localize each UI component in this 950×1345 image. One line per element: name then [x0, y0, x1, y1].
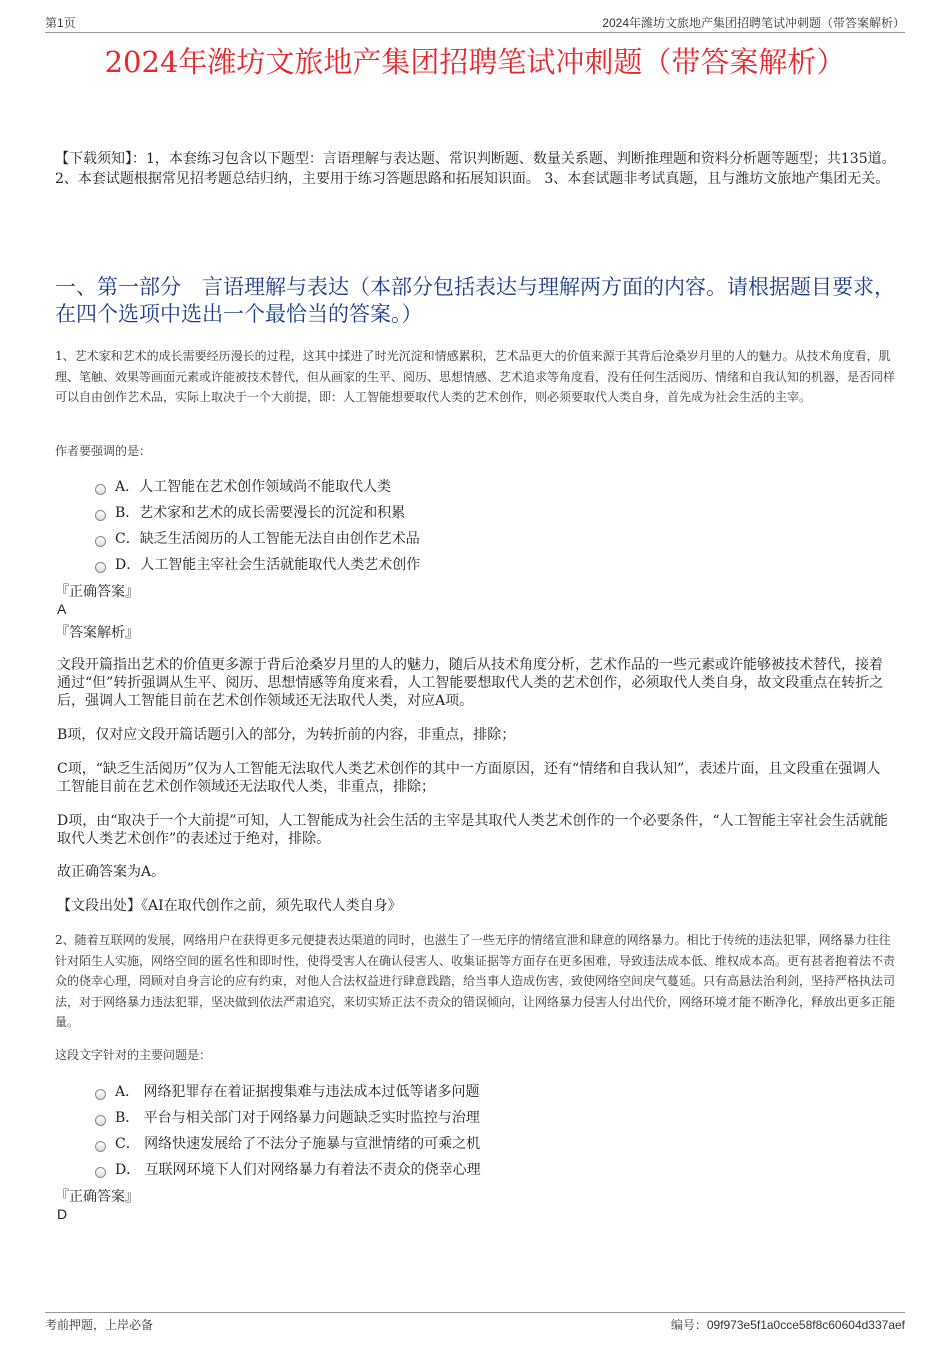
- analysis-paragraph: 故正确答案为A。: [57, 864, 166, 880]
- option-label: D．人工智能主宰社会生活就能取代人类艺术创作: [115, 557, 421, 573]
- correct-answer-label: 『正确答案』: [55, 1189, 139, 1205]
- page-header: [45, 14, 905, 33]
- section-heading: 一、第一部分 言语理解与表达（本部分包括表达与理解两方面的内容。请根据题目要求，在四个选项中选出一个最恰当的答案。）: [55, 275, 895, 326]
- option-a[interactable]: [95, 1078, 481, 1104]
- radio-icon[interactable]: [95, 484, 106, 495]
- option-b[interactable]: [95, 499, 420, 525]
- radio-icon[interactable]: [95, 1115, 106, 1126]
- download-notice: 【下载须知】：1，本套练习包含以下题型：言语理解与表达题、常识判断题、数量关系题、判断推理题和资料分析题等题型；共135道。 2、本套试题根据常见招考题总结归纳，主要用于练习答题思路和拓展知识面。 3、本套试题非考试真题，且与潍坊文旅地产集团无关。: [55, 151, 896, 187]
- question-2-prompt: 这段文字针对的主要问题是：: [55, 1048, 212, 1062]
- option-label: A．人工智能在艺术创作领域尚不能取代人类: [115, 479, 392, 495]
- radio-icon[interactable]: [95, 1089, 106, 1100]
- analysis-paragraph: D项，由“取决于一个大前提”可知，人工智能成为社会生活的主宰是其取代人类艺术创作的一个必要条件，“人工智能主宰社会生活就能取代人类艺术创作”的表述过于绝对，排除。: [57, 813, 888, 847]
- question-1-passage: 1、艺术家和艺术的成长需要经历漫长的过程，这其中揉进了时光沉淀和情感累积，艺术品更大的价值来源于其背后沧桑岁月里的人的魅力。从技术角度看，肌理、笔触、效果等画面元素或许能被技术替代，但从画家的生平、阅历、思想情感、艺术追求等角度看，没有任何生活阅历、情绪和自我认知的机器，是否同样可以自由创作艺术品，实际上取决于一个大前提，即：人工智能想要取代人类的艺术创作，则必须要取代人类自身，首先成为社会生活的主宰。: [55, 349, 896, 404]
- option-label: C． 网络快速发展给了不法分子施暴与宣泄情绪的可乘之机: [115, 1136, 481, 1152]
- option-label: D． 互联网环境下人们对网络暴力有着法不责众的侥幸心理: [115, 1162, 481, 1178]
- header-title: 2024年潍坊文旅地产集团招聘笔试冲刺题（带答案解析）: [602, 16, 905, 30]
- option-label: C．缺乏生活阅历的人工智能无法自由创作艺术品: [115, 531, 420, 547]
- radio-icon[interactable]: [95, 510, 106, 521]
- option-label: B．艺术家和艺术的成长需要漫长的沉淀和积累: [115, 505, 406, 521]
- option-label: A． 网络犯罪存在着证据搜集难与违法成本过低等诸多问题: [115, 1084, 480, 1100]
- option-d[interactable]: [95, 551, 420, 577]
- question-2-options: [95, 1078, 481, 1182]
- question-1-options: [95, 473, 420, 577]
- source-citation: 【文段出处】《AI在取代创作之前，须先取代人类自身》: [57, 898, 402, 914]
- option-c[interactable]: [95, 1130, 481, 1156]
- correct-answer: A: [57, 601, 67, 617]
- analysis-paragraph: C项，“缺乏生活阅历”仅为人工智能无法取代人类艺术创作的其中一方面原因，还有“情绪和自我认知”，表述片面，且文段重在强调人工智能目前在艺术创作领域还无法取代人类，非重点，排除；: [57, 761, 881, 795]
- analysis-label: 『答案解析』: [55, 625, 139, 641]
- option-b[interactable]: [95, 1104, 481, 1130]
- document-title: 2024年潍坊文旅地产集团招聘笔试冲刺题（带答案解析）: [104, 45, 846, 79]
- radio-icon[interactable]: [95, 536, 106, 547]
- analysis-paragraph: B项，仅对应文段开篇话题引入的部分，为转折前的内容，非重点，排除；: [57, 727, 516, 743]
- footer-slogan: 考前押题，上岸必备: [45, 1318, 154, 1332]
- option-label: B． 平台与相关部门对于网络暴力问题缺乏实时监控与治理: [115, 1110, 480, 1126]
- radio-icon[interactable]: [95, 1141, 106, 1152]
- radio-icon[interactable]: [95, 562, 106, 573]
- page-footer: [45, 1312, 905, 1333]
- document-code: 编号：09f973e5f1a0cce58f8c60604d337aef: [670, 1318, 905, 1332]
- correct-answer: D: [57, 1206, 68, 1222]
- option-c[interactable]: [95, 525, 420, 551]
- analysis-paragraph: 文段开篇指出艺术的价值更多源于背后沧桑岁月里的人的魅力，随后从技术角度分析，艺术作品的一些元素或许能够被技术替代，接着通过“但”转折强调从生平、阅历、思想情感等角度来看，人工智能要想取代人类的艺术创作，必须取代人类自身，故文段重点在转折之后，强调人工智能目前在艺术创作领域还无法取代人类，对应A项。: [57, 657, 884, 709]
- option-a[interactable]: [95, 473, 420, 499]
- option-d[interactable]: [95, 1156, 481, 1182]
- correct-answer-label: 『正确答案』: [55, 584, 139, 600]
- page-number: 第1页: [45, 16, 76, 30]
- radio-icon[interactable]: [95, 1167, 106, 1178]
- question-2-passage: 2、随着互联网的发展，网络用户在获得更多元便捷表达渠道的同时，也滋生了一些无序的情绪宣泄和肆意的网络暴力。相比于传统的违法犯罪，网络暴力往往针对陌生人实施，网络空间的匿名性和即时性，使得受害人在确认侵害人、收集证据等方面存在更多困难，导致违法成本低、维权成本高。更有甚者抱着法不责众的侥幸心理，罔顾对自身言论的应有约束，对他人合法权益进行肆意践踏，给当事人造成伤害，致使网络空间戾气蔓延。只有高悬法治利剑，坚持严格执法司法，对于网络暴力违法犯罪，坚决做到依法严肃追究，来切实矫正法不责众的错误倾向，让网络暴力侵害人付出代价，网络环境才能不断净化，释放出更多正能量。: [55, 933, 896, 1029]
- question-1-prompt: 作者要强调的是：: [55, 444, 152, 458]
